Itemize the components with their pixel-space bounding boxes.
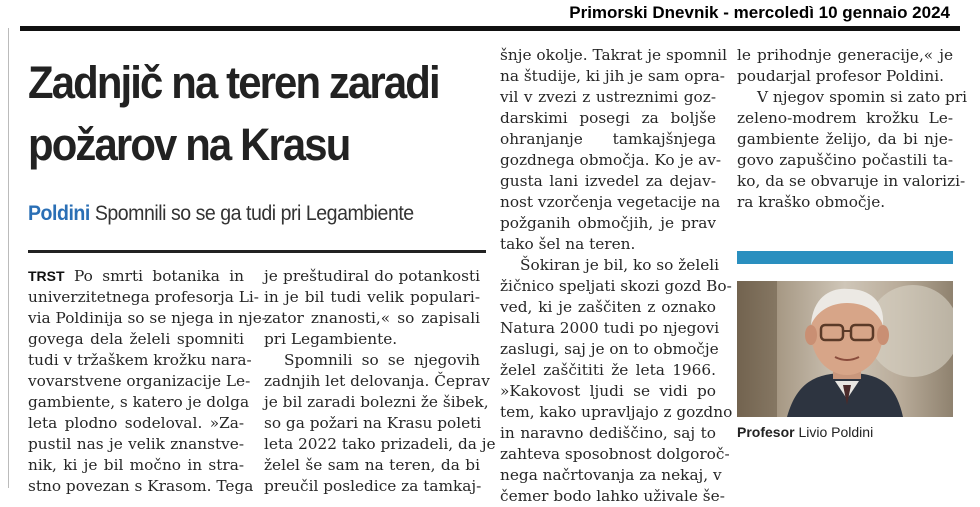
article-line: zaslugi, saj je on to območje	[500, 340, 719, 358]
article-line: zahteva sposobnost dolgoroč-	[500, 445, 730, 463]
article-line: so ga požari na Krasu poleti	[264, 414, 482, 432]
article-line: je bil zaradi bolezni že šibek,	[264, 393, 489, 411]
article-line: nik, ki je bil močno in stra-	[28, 456, 244, 474]
article-line: govega dela želeli spomniti	[28, 330, 244, 348]
article-line: poudarjal profesor Poldini.	[737, 67, 945, 85]
article-line: vovarstvene organizacije Le-	[28, 372, 251, 390]
article-line: gambiente, s katero je dolga	[28, 393, 250, 411]
caption-name: Livio Poldini	[794, 424, 874, 440]
article-line: leta plodno sodeloval. »Za-	[28, 414, 244, 432]
article-line: »Kakovost ljudi se vidi po	[500, 382, 716, 400]
article-line: ved, ki je zaščiten z oznako	[500, 298, 716, 316]
headline-line-2: požarov na Krasu	[28, 119, 350, 170]
article-line: gambiente želijo, da bi nje-	[737, 130, 953, 148]
column-2-lines-a	[264, 266, 480, 350]
article-line: tem, kako upravljajo z gozdno	[500, 403, 733, 421]
subhead	[28, 202, 465, 226]
article-column-1	[28, 266, 267, 497]
article-line: tako šel na teren.	[500, 235, 636, 253]
article-line: govo zapuščino počastili ta-	[737, 151, 953, 169]
subhead-kicker: Poldini	[28, 202, 90, 225]
article-line: preučil posledice za tamkaj-	[264, 477, 482, 495]
article-line: Natura 2000 tudi po njegovi	[500, 319, 720, 337]
dateline: TRST	[28, 268, 65, 284]
article-line: gozdnega območja. Ko je av-	[500, 151, 722, 169]
article-line: in je bil tudi velik populari-	[264, 288, 480, 306]
column-3-lines-a	[500, 45, 727, 255]
article-column-3	[500, 45, 733, 507]
article-line: tudi v tržaškem krožku nara-	[28, 351, 252, 369]
article-line: želel še sam na teren, da bi	[264, 456, 480, 474]
subhead-deck	[95, 202, 414, 225]
article-line: pri Legambiente.	[264, 330, 398, 348]
photo-caption	[737, 424, 873, 440]
article-line: ra kraško območje.	[737, 193, 886, 211]
article-line: V njegov spomin si zato pri	[757, 88, 968, 106]
column-2-lines-b	[264, 350, 496, 497]
article-line: nost vzorčenja vegetacije na	[500, 193, 721, 211]
top-rule	[20, 26, 960, 31]
subhead-deck-text: Spomnili so se ga tudi pri Legambiente	[94, 202, 414, 225]
masthead-date: Primorski Dnevnik - mercoledì 10 gennaio 2024	[569, 3, 950, 22]
article-line: zadnjih let delovanja. Čeprav	[264, 372, 490, 390]
column-3-lines-b	[500, 255, 733, 507]
article-line: Spomnili so se njegovih	[284, 351, 480, 369]
article-line: leta 2022 tako prizadeli, da je	[264, 435, 496, 453]
headline-rule	[28, 250, 486, 253]
article-line: želel zaščititi že leta 1966.	[500, 361, 716, 379]
article-line: je preštudiral do potankosti	[264, 267, 480, 285]
article-line: zeleno-modrem krožku Le-	[737, 109, 953, 127]
article-line: zator znanosti,« so zapisali	[264, 309, 480, 327]
article-first-text: Po smrti botanika in	[64, 267, 244, 285]
column-4-lines-b	[737, 87, 968, 213]
portrait-illustration	[737, 281, 953, 417]
article-line: univerzitetnega profesorja Li-	[28, 288, 259, 306]
article-line: Šokiran je bil, ko so želeli	[520, 256, 720, 274]
article-line: čemer bodo lahko uživale še-	[500, 487, 725, 505]
headline-line-1: Zadnjič na teren zaradi	[28, 57, 439, 108]
headline	[28, 52, 465, 176]
article-line: požganih območjih, je prav	[500, 214, 716, 232]
column-4-lines-a	[737, 45, 953, 87]
caption-bold: Profesor	[737, 424, 795, 440]
article-line: in naravno dediščino, saj to	[500, 424, 716, 442]
article-line: gusta lani izvedel za dejav-	[500, 172, 716, 190]
article-line: darskimi posegi za boljše	[500, 109, 716, 127]
article-line: na študije, ki jih je sam opra-	[500, 67, 725, 85]
article-column-2	[264, 266, 496, 497]
article-line: ohranjanje tamkajšnjega	[500, 130, 716, 148]
article-line: via Poldinija so se njega in nje-	[28, 309, 267, 327]
article-line: šnje okolje. Takrat je spomnil	[500, 46, 727, 64]
article-line: stno povezan s Krasom. Tega	[28, 477, 254, 495]
column-1-lines	[28, 287, 267, 497]
article-line: nega načrtovanja za nekaj, v	[500, 466, 722, 484]
article-column-4	[737, 45, 968, 213]
article-line	[28, 266, 244, 287]
portrait-photo	[737, 281, 953, 417]
article-line: le prihodnje generacije,« je	[737, 46, 953, 64]
accent-bar	[737, 251, 953, 264]
article-line: vil v zvezi z ustreznimi goz-	[500, 88, 716, 106]
article-line: pustil nas je velik znanstve-	[28, 435, 244, 453]
left-border	[8, 28, 9, 488]
article-line: žičnico speljati skozi gozd Bo-	[500, 277, 732, 295]
article-line: ko, da se obvaruje in valorizi-	[737, 172, 966, 190]
